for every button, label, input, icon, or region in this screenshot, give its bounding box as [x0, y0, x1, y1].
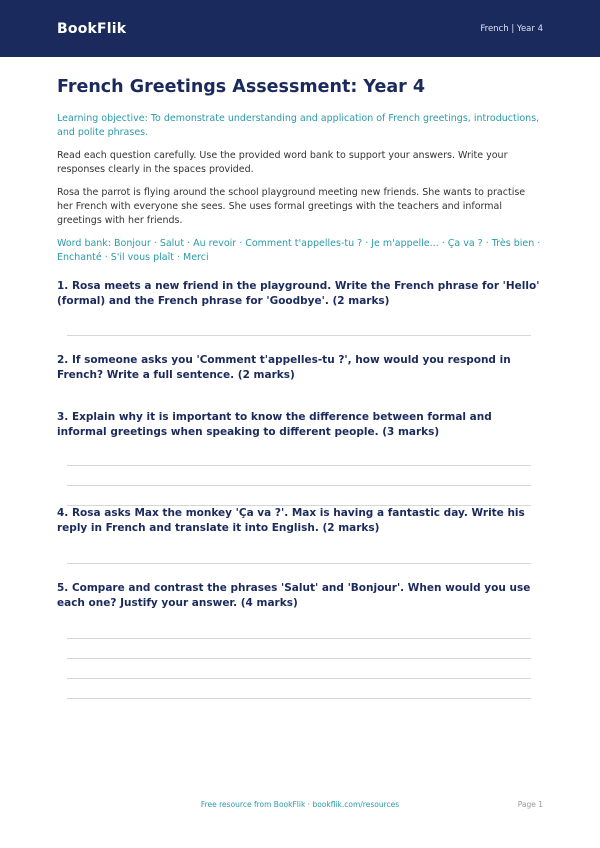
answer-line[interactable]: [67, 563, 531, 564]
answer-area[interactable]: [67, 536, 531, 564]
instructions-text: Read each question carefully. Use the provided word bank to support your answers. Write your responses clearly in the spaces provided.: [57, 150, 508, 175]
answer-area[interactable]: [67, 440, 531, 506]
question-text: 4. Rosa asks Max the monkey 'Ça va ?'. Max is having a fantastic day. Write his reply in French and translate it into English. (2 marks): [57, 507, 525, 534]
answer-line[interactable]: [67, 485, 531, 486]
answer-line[interactable]: [67, 335, 531, 336]
question-text: 5. Compare and contrast the phrases 'Salut' and 'Bonjour'. When would you use each one? Justify your answer. (4 marks): [57, 582, 531, 609]
answer-area[interactable]: [67, 611, 531, 699]
question-3: [57, 410, 543, 506]
question-text: 1. Rosa meets a new friend in the playground. Write the French phrase for 'Hello' (formal) and the French phrase for 'Goodbye'. (2 marks): [57, 280, 540, 307]
learning-objective: Learning objective: To demonstrate understanding and application of French greetings, introductions, and polite phrases.: [57, 113, 540, 138]
question-text: 2. If someone asks you 'Comment t'appelles-tu ?', how would you respond in French? Write a full sentence. (2 marks): [57, 354, 511, 381]
question-2: [57, 353, 543, 383]
answer-line[interactable]: [67, 658, 531, 659]
questions-list: [57, 279, 543, 699]
breadcrumb: French | Year 4: [480, 23, 543, 34]
word-bank: Word bank: Bonjour · Salut · Au revoir · Comment t'appelles-tu ? · Je m'appelle... · Ça va ? · Très bien · Enchanté · S'il vous plaît · Merci: [57, 238, 541, 263]
page-footer: [0, 800, 600, 814]
page-title: French Greetings Assessment: Year 4: [57, 77, 426, 97]
page-number: Page 1: [517, 800, 543, 809]
answer-line[interactable]: [67, 465, 531, 466]
brand-logo[interactable]: BookFlik: [57, 20, 127, 37]
top-header: [0, 0, 600, 57]
scenario-text: Rosa the parrot is flying around the school playground meeting new friends. She wants to practise her French with everyone she sees. She uses formal greetings with the teachers and informal greetings with her friends.: [57, 187, 526, 226]
footer-link[interactable]: Free resource from BookFlik · bookflik.com/resources: [200, 800, 400, 809]
answer-line[interactable]: [67, 638, 531, 639]
question-4: [57, 506, 543, 564]
answer-area[interactable]: [67, 309, 531, 336]
answer-line[interactable]: [67, 698, 531, 699]
answer-line[interactable]: [67, 678, 531, 679]
question-1: [57, 279, 543, 336]
worksheet-body: [0, 57, 600, 699]
question-text: 3. Explain why it is important to know the difference between formal and informal greetings when speaking to different people. (3 marks): [57, 411, 492, 438]
question-5: [57, 581, 543, 699]
